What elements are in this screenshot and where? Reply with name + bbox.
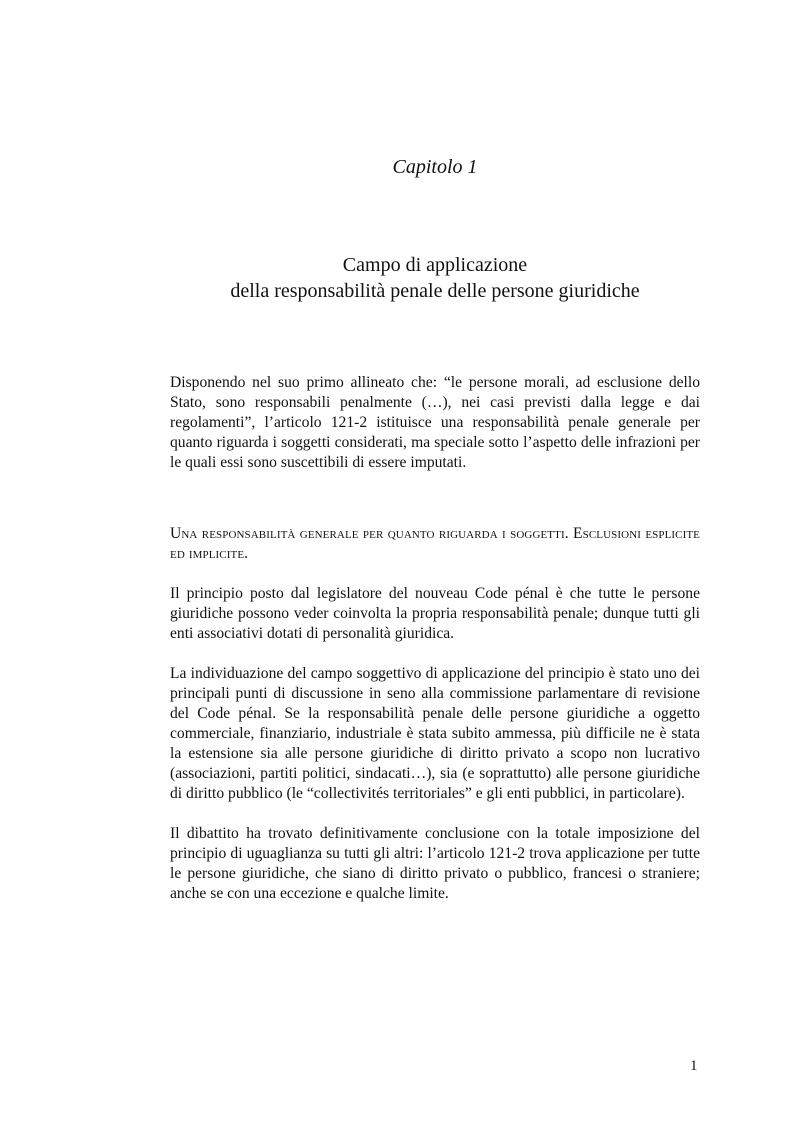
chapter-title: [0, 252, 793, 304]
paragraph-scope: La individuazione del campo soggettivo di applicazione del principio è stato uno dei principali punti di discussione in seno alla commissione parlamentare di revisione del Code pénal. Se la responsabilità penale delle persone giuridiche a oggetto commerciale, finanziario, industriale è stata subito ammessa, più difficile ne è stata la estensione sia alle persone giuridiche di diritto privato a scopo non lucrativo (associazioni, partiti politici, sindacati…), sia (e soprattutto) alle persone giuridiche di diritto pubblico (le “collectivités territoriales” e gli enti pubblici, in particolare).: [170, 665, 700, 802]
chapter-title-line-1: Campo di applicazione: [342, 254, 528, 276]
chapter-title-line-2: della responsabilità penale delle persone giuridiche: [230, 280, 640, 302]
section-subheading: Una responsabilità generale per quanto riguarda i soggetti. Esclusioni esplicite ed implicite.: [170, 525, 700, 562]
paragraph-principle: Il principio posto dal legislatore del nouveau Code pénal è che tutte le persone giuridiche possono veder coinvolta la propria responsabilità penale; dunque tutti gli enti associativi dotati di personalità giuridica.: [170, 585, 700, 642]
paragraph-conclusion: Il dibattito ha trovato definitivamente conclusione con la totale imposizione del principio di uguaglianza su tutti gli altri: l’articolo 121-2 trova applicazione per tutte le persone giuridiche, che siano di diritto privato o pubblico, francesi o straniere; anche se con una eccezione e qualche limite.: [170, 825, 700, 902]
body-text: [170, 373, 700, 904]
page-number: 1: [690, 1058, 698, 1074]
chapter-heading: Capitolo 1: [392, 156, 478, 178]
intro-paragraph: Disponendo nel suo primo allineato che: “le persone morali, ad esclusione dello Stato, sono responsabili penalmente (…), nei casi previsti dalla legge e dai regolamenti”, l’articolo 121-2 istituisce una responsabilità penale generale per quanto riguarda i soggetti considerati, ma speciale sotto l’aspetto delle infrazioni per le quali essi sono suscettibili di essere imputati.: [170, 374, 700, 471]
